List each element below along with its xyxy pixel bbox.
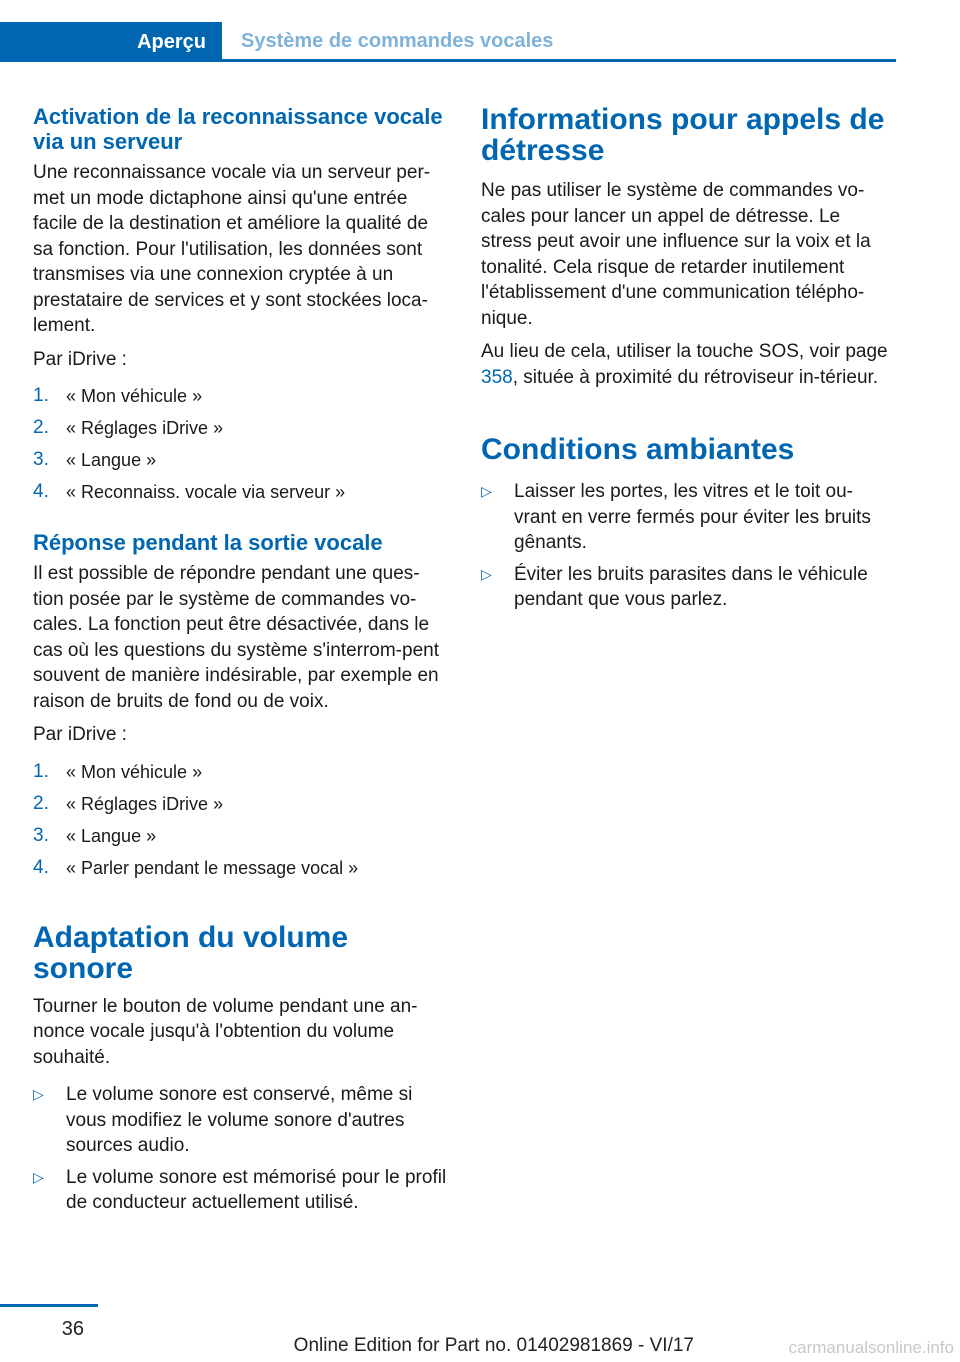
watermark: carmanualsonline.info	[788, 1338, 954, 1357]
right-column	[481, 104, 894, 619]
step-text: « Réglages iDrive »	[66, 793, 224, 814]
steps-list-1	[33, 380, 448, 508]
page-number: 36	[61, 1318, 84, 1340]
tab-apercu[interactable]	[0, 22, 222, 62]
step-text: « Mon véhicule »	[66, 386, 203, 406]
triangle-bullet-icon: ▷	[33, 1168, 44, 1185]
step-text: « Mon véhicule »	[66, 761, 203, 782]
step-text: « Parler pendant le message vocal »	[66, 857, 359, 878]
paragraph-emergency-calls: Ne pas utiliser le système de commandes vo-cales pour lancer un appel de détresse. Le stress peut avoir une influence sur la voix et la tonalité. Cela risque de retarder inutilement l'établissement d'une communication télépho-nique.	[481, 180, 871, 329]
list-item	[33, 852, 448, 884]
tab-apercu-label: Aperçu	[137, 30, 206, 53]
list-item	[33, 1165, 448, 1216]
list-item	[33, 476, 448, 508]
bullet-list-ambient	[481, 479, 894, 613]
bullet-list-volume	[33, 1082, 448, 1216]
paragraph-sos	[481, 339, 894, 390]
step-number: 3.	[33, 449, 49, 470]
idrive-intro-1: Par iDrive :	[33, 348, 127, 370]
list-item	[33, 788, 448, 820]
step-text: « Reconnaiss. vocale via serveur »	[66, 482, 346, 502]
list-item	[481, 562, 894, 613]
idrive-intro-2: Par iDrive :	[33, 724, 127, 745]
paragraph-volume: Tourner le bouton de volume pendant une an-nonce vocale jusqu'à l'obtention du volume souhaité.	[33, 995, 418, 1068]
page-header	[0, 0, 960, 62]
heading-voice-response: Réponse pendant la sortie vocale	[33, 530, 383, 555]
list-item	[33, 412, 448, 444]
step-number: 2.	[33, 417, 49, 438]
page-link[interactable]: 358	[481, 366, 513, 388]
list-item	[33, 444, 448, 476]
header-divider	[222, 59, 896, 62]
step-number: 3.	[33, 824, 49, 846]
bullet-text: Le volume sonore est mémorisé pour le profil de conducteur actuellement utilisé.	[66, 1166, 447, 1213]
list-item	[33, 1082, 448, 1159]
paragraph-voice-response: Il est possible de répondre pendant une ques-tion posée par le système de commandes vo-cales. La fonction peut être désactivée, dans le cas où les questions du système s'interrom-pent souvent de manière indésirable, par exemple en raison de bruits de fond ou de voix.	[33, 563, 439, 712]
step-number: 2.	[33, 792, 49, 814]
triangle-bullet-icon: ▷	[481, 565, 492, 582]
heading-emergency-calls: Informations pour appels de détresse	[481, 103, 885, 167]
bullet-text: Le volume sonore est conservé, même si vous modifiez le volume sonore d'autres sources audio.	[66, 1084, 413, 1156]
step-text: « Réglages iDrive »	[66, 418, 224, 438]
step-number: 1.	[33, 385, 49, 406]
list-item	[481, 479, 894, 556]
left-column	[33, 104, 448, 1222]
step-text: « Langue »	[66, 450, 157, 470]
step-text: « Langue »	[66, 825, 157, 846]
section-title: Système de commandes vocales	[241, 30, 554, 52]
triangle-bullet-icon: ▷	[33, 1086, 44, 1102]
step-number: 4.	[33, 856, 49, 878]
list-item	[33, 820, 448, 852]
heading-ambient-conditions: Conditions ambiantes	[481, 433, 795, 466]
triangle-bullet-icon: ▷	[481, 483, 492, 499]
paragraph-server-recognition: Une reconnaissance vocale via un serveur per-met un mode dictaphone ainsi qu'une entrée facile de la destination et améliore la qualité de sa fonction. Pour l'utilisation, les données sont transmises via une connexion cryptée à un prestataire de services et y sont stockées loca-lement.	[33, 162, 431, 336]
sos-text-start: Au lieu de cela, utiliser la touche SOS, voir page	[481, 341, 888, 362]
bullet-text: Laisser les portes, les vitres et le toit ou-vrant en verre fermés pour éviter les bruits gênants.	[514, 481, 871, 553]
steps-list-2	[33, 756, 448, 884]
list-item	[33, 756, 448, 788]
heading-volume: Adaptation du volume sonore	[33, 920, 348, 985]
step-number: 4.	[33, 481, 49, 502]
footer-divider	[0, 1304, 98, 1307]
step-number: 1.	[33, 760, 49, 782]
heading-server-recognition: Activation de la reconnaissance vocale via un serveur	[33, 104, 443, 154]
bullet-text: Éviter les bruits parasites dans le véhicule pendant que vous parlez.	[514, 563, 868, 610]
sos-text-end: , située à proximité du rétroviseur in-térieur.	[512, 366, 879, 388]
edition-text: Online Edition for Part no. 01402981869 - VI/17	[293, 1335, 694, 1356]
list-item	[33, 380, 448, 412]
